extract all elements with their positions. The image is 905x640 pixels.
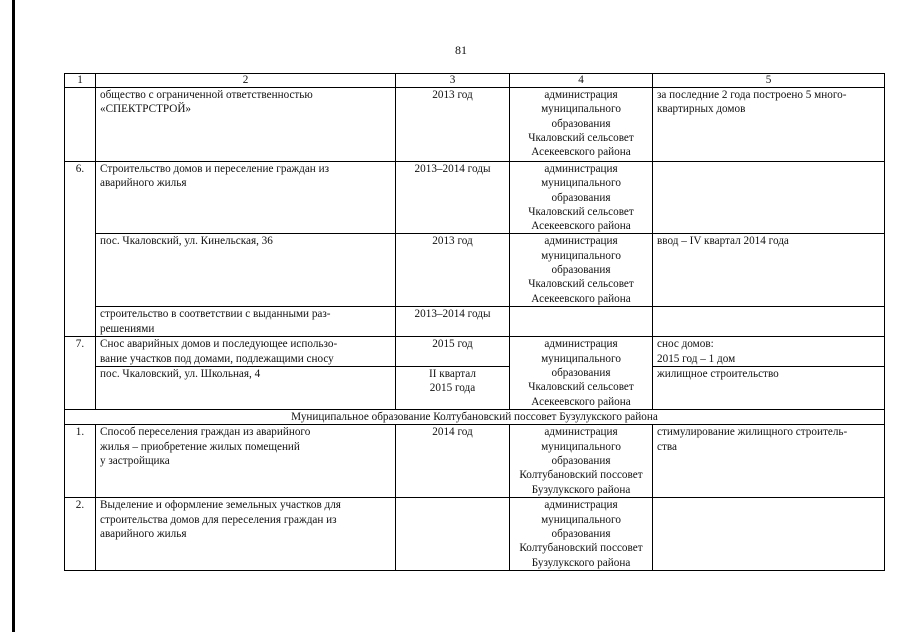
text-line: образования [551, 454, 611, 467]
description-cell [96, 162, 396, 234]
responsible-cell [510, 498, 653, 571]
text-line: стимулирование жилищного строитель- [657, 426, 848, 439]
table-row [65, 162, 885, 234]
text-line: аварийного жилья [100, 527, 187, 540]
page-number: 81 [455, 43, 467, 57]
text-line: Чкаловский сельсовет [528, 381, 634, 394]
result-cell [653, 425, 885, 498]
section-row [65, 410, 885, 425]
page-binding-line [12, 0, 15, 632]
header-cell: 2 [96, 74, 396, 88]
text-line: Асекеевского района [531, 146, 631, 159]
description-cell [96, 498, 396, 571]
text-line: за последние 2 года построено 5 много- [657, 89, 847, 101]
period-cell [396, 498, 510, 571]
text-line: пос. Чкаловский, ул. Кинельская, 36 [100, 235, 273, 248]
text-line: ввод – IV квартал 2014 года [657, 235, 789, 248]
text-line: квартирных домов [657, 103, 746, 116]
description-cell [96, 425, 396, 498]
text-line: 2015 года [429, 382, 476, 395]
row-number-cell: 1. [65, 425, 96, 498]
text-line: Асекеевского района [531, 395, 631, 408]
period-cell: 2013–2014 годы [396, 162, 510, 234]
text-line: «СПЕКТРСТРОЙ» [100, 103, 192, 116]
text-line: снос домов: [657, 338, 714, 351]
text-line: Строительство домов и переселение граждан из [100, 163, 329, 175]
period-cell: 2014 год [396, 425, 510, 498]
text-line: Бузулукского района [531, 483, 631, 496]
description-cell [96, 367, 396, 410]
row-number-cell: 2. [65, 498, 96, 571]
row-number-cell: 6. [65, 162, 96, 337]
header-cell: 4 [510, 74, 653, 88]
text-line: администрация [544, 426, 618, 439]
description-cell [96, 307, 396, 337]
text-line: пос. Чкаловский, ул. Школьная, 4 [100, 368, 261, 381]
text-line: образования [551, 117, 611, 130]
text-line: муниципального [541, 103, 621, 116]
text-line: Асекеевского района [531, 292, 631, 305]
period-cell: 2015 год [396, 337, 510, 367]
description-cell [96, 234, 396, 307]
row-number-cell: 7. [65, 337, 96, 410]
period-cell: 2013 год [396, 88, 510, 162]
text-line: II квартал [429, 368, 476, 381]
table-row [65, 88, 885, 162]
description-cell [96, 337, 396, 367]
text-line: 2015 год – 1 дом [657, 352, 736, 365]
responsible-cell [510, 234, 653, 307]
text-line: Колтубановский поссовет [519, 542, 643, 555]
text-line: решениями [100, 322, 155, 335]
text-line: Асекеевского района [531, 220, 631, 233]
text-line: образования [551, 191, 611, 204]
text-line: ства [657, 440, 677, 453]
table-header-row [65, 74, 885, 88]
result-cell [653, 162, 885, 234]
result-cell [653, 498, 885, 571]
responsible-cell [510, 425, 653, 498]
text-line: муниципального [541, 249, 621, 262]
text-line: Способ переселения граждан из аварийного [100, 426, 311, 439]
result-cell [653, 307, 885, 337]
document-table [64, 73, 885, 571]
text-line: администрация [544, 235, 618, 248]
text-line: администрация [544, 499, 618, 512]
text-line: администрация [544, 163, 618, 175]
text-line: Снос аварийных домов и последующее использо- [100, 338, 338, 351]
description-cell [96, 88, 396, 162]
header-cell: 5 [653, 74, 885, 88]
result-cell [653, 337, 885, 367]
text-line: Чкаловский сельсовет [528, 278, 634, 291]
table-row [65, 307, 885, 337]
text-line: муниципального [541, 177, 621, 190]
responsible-cell [510, 337, 653, 410]
text-line: образования [551, 527, 611, 540]
period-cell [396, 367, 510, 410]
text-line: Колтубановский поссовет [519, 469, 643, 482]
table-row [65, 498, 885, 571]
row-number-cell [65, 88, 96, 162]
text-line: образования [551, 264, 611, 277]
period-cell: 2013 год [396, 234, 510, 307]
table-row [65, 234, 885, 307]
text-line: у застройщика [100, 454, 170, 467]
text-line: общество с ограниченной ответственностью [100, 89, 313, 101]
text-line: администрация [544, 89, 618, 101]
result-cell [653, 234, 885, 307]
text-line: строительства домов для переселения граждан из [100, 513, 337, 526]
responsible-cell [510, 162, 653, 234]
result-cell [653, 367, 885, 410]
text-line: жилищное строительство [657, 368, 779, 381]
text-line: муниципального [541, 513, 621, 526]
text-line: строительство в соответствии с выданными раз- [100, 308, 331, 321]
header-cell: 1 [65, 74, 96, 88]
text-line: муниципального [541, 440, 621, 453]
text-line: муниципального [541, 352, 621, 365]
period-cell: 2013–2014 годы [396, 307, 510, 337]
table-row [65, 367, 885, 410]
header-cell: 3 [396, 74, 510, 88]
text-line: администрация [544, 338, 618, 351]
text-line: аварийного жилья [100, 177, 187, 190]
table-row [65, 425, 885, 498]
text-line: Бузулукского района [531, 556, 631, 569]
text-line: жилья – приобретение жилых помещений [100, 440, 300, 453]
table-row [65, 337, 885, 367]
text-line: Чкаловский сельсовет [528, 131, 634, 144]
text-line: Выделение и оформление земельных участков для [100, 499, 341, 512]
text-line: вание участков под домами, подлежащими сносу [100, 352, 334, 365]
section-title: Муниципальное образование Колтубановский поссовет Бузулукского района [65, 410, 885, 425]
text-line: Чкаловский сельсовет [528, 205, 634, 218]
responsible-cell [510, 307, 653, 337]
result-cell [653, 88, 885, 162]
text-line: образования [551, 367, 611, 380]
responsible-cell [510, 88, 653, 162]
